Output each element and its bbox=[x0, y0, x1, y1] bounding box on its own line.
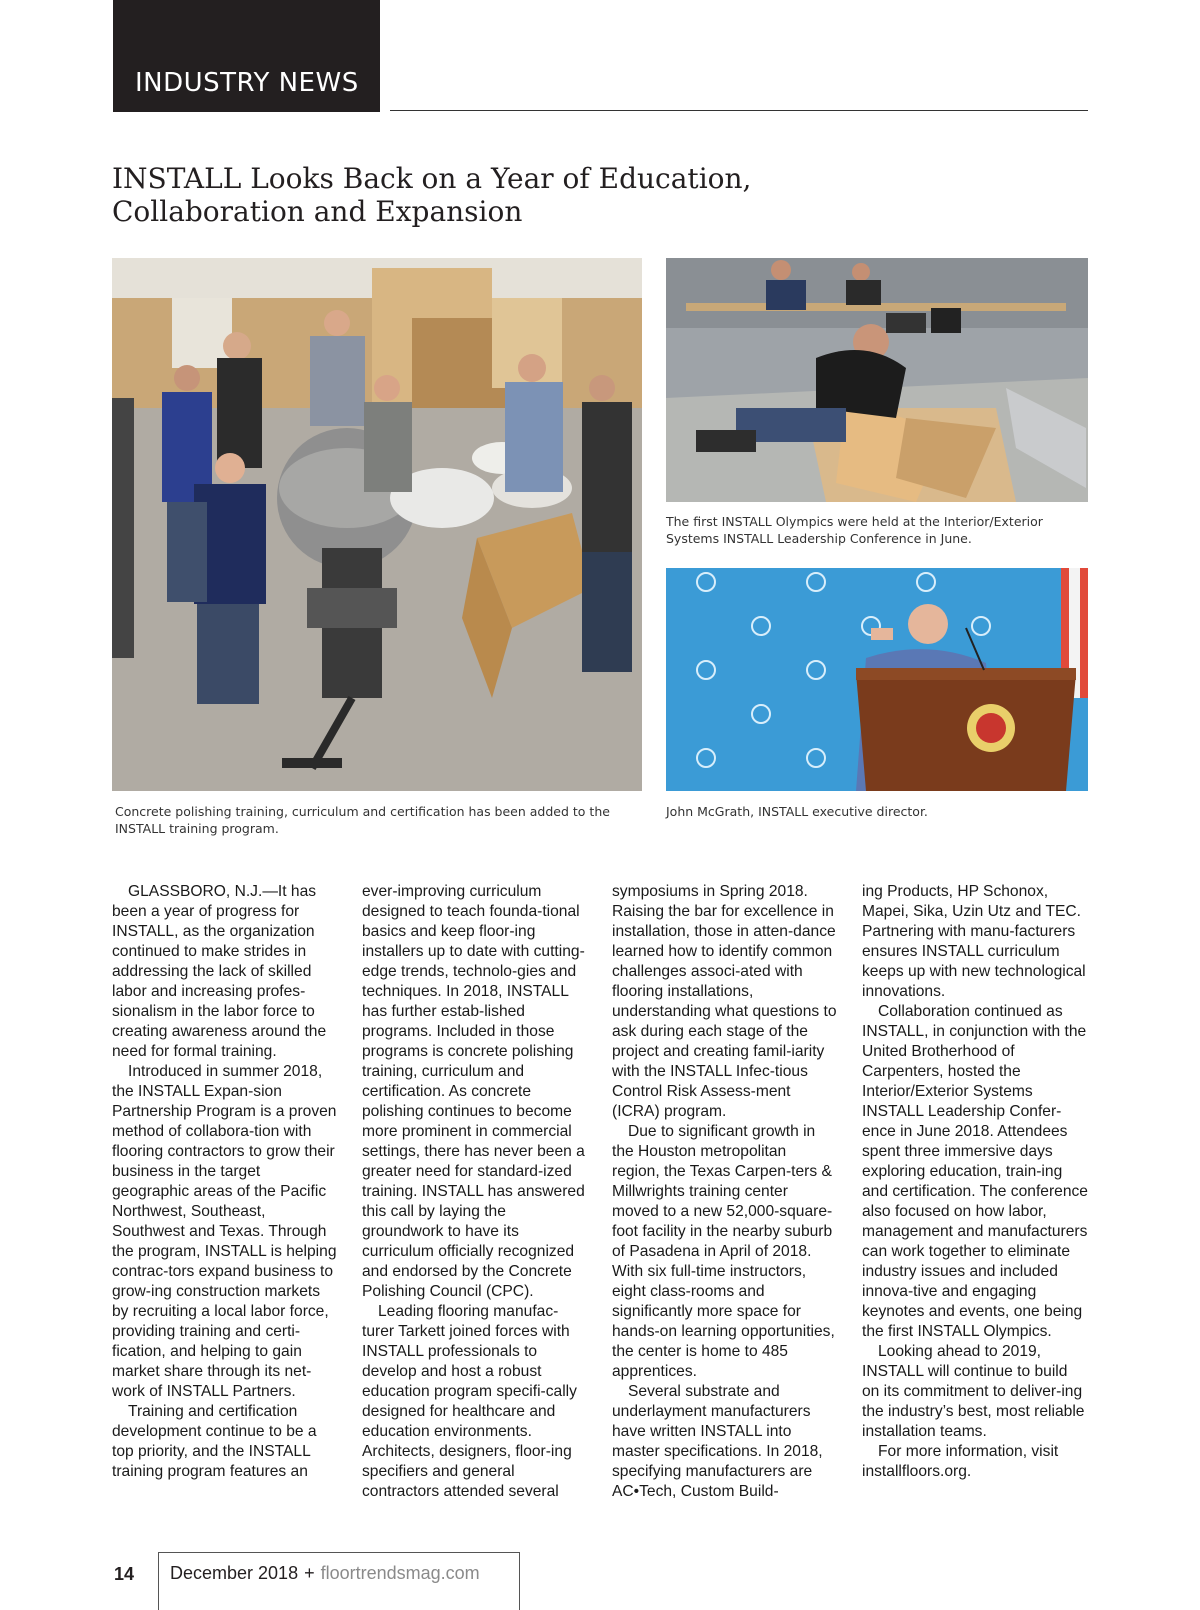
body-paragraph: ever-improving curriculum designed to teach founda-tional basics and keep floor-ing installers up to date with cutting-edge trends, technolo-gies and techniques. In 2018, INSTALL has further estab-lished programs. Included in those programs is concrete polishing training, curriculum and certification. As concrete polishing continues to become more prominent in commercial settings, there has never been a greater need for standard-ized training. INSTALL has answered this call by laying the groundwork to have its curriculum officially recognized and endorsed by the Concrete Polishing Council (CPC). bbox=[362, 883, 585, 1300]
photo-concrete-polishing bbox=[112, 258, 642, 791]
body-paragraph: symposiums in Spring 2018. Raising the bar for excellence in installation, those in atten-dance learned how to identify common challenges associ-ated with flooring installations, understanding what questions to ask during each stage of the project and creating famil-iarity with the INSTALL Infec-tious Control Risk Assess-ment (ICRA) program. bbox=[612, 883, 837, 1120]
body-paragraph: GLASSBORO, N.J.—It has been a year of progress for INSTALL, as the organization continued to make strides in addressing the lack of skilled labor and increasing profes-sionalism in the labor force to creating awareness around the need for formal training. bbox=[112, 883, 327, 1060]
page-number: 14 bbox=[114, 1564, 135, 1584]
body-paragraph: Due to significant growth in the Houston metropolitan region, the Texas Carpen-ters & Millwrights training center moved to a new 52,000-square-foot facility in the nearby suburb of Pasadena in April of 2018. With six full-time instructors, eight class-rooms and significantly more space for hands-on learning opportunities, the center is home to 485 apprentices. bbox=[612, 1123, 835, 1380]
body-column-1 bbox=[112, 882, 338, 1482]
issue-date: December 2018 bbox=[170, 1563, 299, 1583]
folio-separator: + bbox=[304, 1563, 315, 1583]
body-paragraph: Introduced in summer 2018, the INSTALL Expan-sion Partnership Program is a proven method of collabora-tion with flooring contractors to grow their business in the target geographic areas of the Pacific Northwest, Southeast, Southwest and Texas. Through the program, INSTALL is helping contrac-tors expand business to grow-ing construction markets by recruiting a local labor force, providing training and certi-fication, and helping to gain market share through its net-work of INSTALL Partners. bbox=[112, 1063, 337, 1400]
article-headline bbox=[112, 162, 872, 228]
header-rule bbox=[390, 110, 1088, 111]
headline-line-1: INSTALL Looks Back on a Year of Education, bbox=[112, 162, 752, 195]
folio bbox=[170, 1563, 480, 1584]
body-column-4 bbox=[862, 882, 1088, 1482]
photo-john-mcgrath bbox=[666, 568, 1088, 791]
section-tab bbox=[113, 0, 380, 112]
caption-concrete-polishing: Concrete polishing training, curriculum and certification has been added to the INSTALL training program. bbox=[115, 804, 610, 836]
website-link[interactable]: floortrendsmag.com bbox=[320, 1563, 480, 1583]
body-paragraph: Training and certification development continue to be a top priority, and the INSTALL training program features an bbox=[112, 1403, 317, 1480]
body-paragraph: Looking ahead to 2019, INSTALL will continue to build on its commitment to deliver-ing the industry’s best, most reliable installation teams. bbox=[862, 1343, 1085, 1440]
caption-install-olympics: The first INSTALL Olympics were held at the Interior/Exterior Systems INSTALL Leadership Conference in June. bbox=[666, 514, 1043, 546]
body-paragraph: ing Products, HP Schonox, Mapei, Sika, Uzin Utz and TEC. Partnering with manu-facturers ensures INSTALL curriculum keeps up with new technological innovations. bbox=[862, 883, 1086, 1000]
body-paragraph: Collaboration continued as INSTALL, in conjunction with the United Brotherhood of Carpenters, hosted the Interior/Exterior Systems INSTALL Leadership Confer-ence in June 2018. Attendees spent three immersive days exploring education, train-ing and certification. The conference also focused on how labor, management and manufacturers can work together to eliminate industry issues and included innova-tive and engaging keynotes and events, one being the first INSTALL Olympics. bbox=[862, 1003, 1088, 1340]
photo-install-olympics bbox=[666, 258, 1088, 502]
section-label: INDUSTRY NEWS bbox=[135, 68, 359, 98]
body-column-3 bbox=[612, 882, 838, 1502]
body-paragraph: Several substrate and underlayment manufacturers have written INSTALL into master specifications. In 2018, specifying manufacturers are AC•Tech, Custom Build- bbox=[612, 1383, 823, 1500]
body-paragraph: Leading flooring manufac-turer Tarkett joined forces with INSTALL professionals to develop and host a robust education program specifi-cally designed for healthcare and education environments. Architects, designers, floor-ing specifiers and general contractors attended several bbox=[362, 1303, 577, 1500]
body-column-2 bbox=[362, 882, 588, 1502]
body-paragraph: For more information, visit installfloors.org. bbox=[862, 1443, 1059, 1480]
headline-line-2: Collaboration and Expansion bbox=[112, 195, 523, 228]
caption-john-mcgrath: John McGrath, INSTALL executive director. bbox=[666, 804, 928, 819]
